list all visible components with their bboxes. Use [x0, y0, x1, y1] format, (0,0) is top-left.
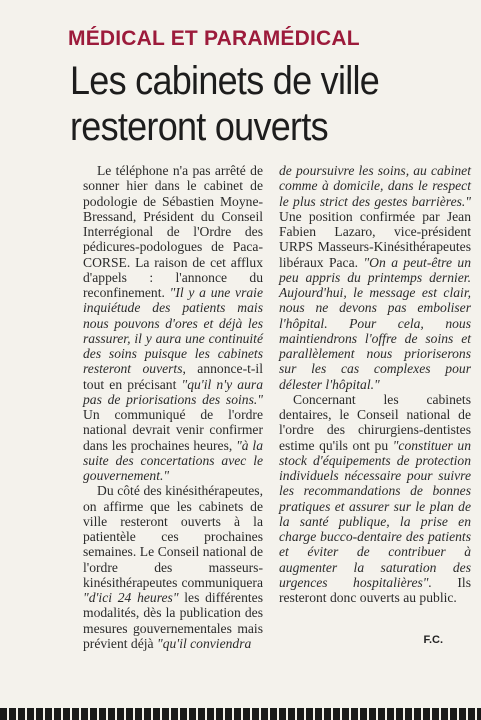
text-segment: Ils resteront donc ouverts au public. — [279, 574, 471, 605]
paragraph-dentistes — [279, 392, 471, 606]
quote-segment: "constituer un stock d'équipements de protection individuels nécessaire pour suivre les recommandations de bonnes pratiques et assurer sur le plan de la santé publique, la prise en charge bucco-dentaire des patients et éviter de contribuer à augmenter la saturation des urgences hospitalières". — [279, 437, 471, 590]
quote-segment: "qu'il n'y aura pas de priorisations des soins." — [83, 376, 263, 407]
text-segment: Concernant les cabinets dentaires, le Conseil national de l'ordre des chirurgiens-dentistes estime qu'ils ont pu — [279, 391, 471, 453]
quote-segment: "d'ici 24 heures" — [83, 590, 179, 605]
paragraph-kine-continued — [279, 163, 471, 392]
text-segment: les différentes modalités, dès la publication des mesures gouvernementales mais prévient déjà — [83, 590, 263, 651]
quote-segment: "à la suite des concertations avec le gouvernement." — [83, 437, 263, 483]
text-segment: Un communiqué de l'ordre national devrait venir confirmer dans les prochaines heures, — [83, 407, 263, 453]
headline-line-1: Les cabinets de ville — [70, 59, 380, 103]
article-column-right — [279, 163, 471, 605]
paragraph-kinesitherapeutes — [83, 483, 263, 651]
article-headline — [70, 58, 430, 150]
quote-segment: "qu'il conviendra — [156, 635, 252, 651]
text-segment: Du côté des kinésithérapeutes, on affirme que les cabinets de ville resteront ouverts à la patientèle ces prochaines semaines. Le Conseil national de l'ordre des masseurs-kinésithérapeutes communiquera — [83, 483, 263, 590]
author-signature: F.C. — [423, 634, 443, 646]
quote-segment: de poursuivre les soins, au cabinet comme à domicile, dans le respect le plus strict des gestes barrières." — [279, 163, 471, 209]
paragraph-podologues — [83, 163, 263, 483]
quote-segment: "Il y a une vraie inquiétude des patients mais nous pouvons d'ores et déjà les rassurer, il y aura une continuité des soins puisque les cabinets resteront ouverts — [83, 285, 263, 377]
headline-line-2: resteront ouverts — [70, 105, 328, 149]
article-column-left — [83, 163, 263, 651]
quote-segment: "On a peut-être un peu appris du printemps dernier. Aujourd'hui, le message est clair, nous ne devons pas emboliser l'hôpital. Pour cela, nous maintiendrons l'offre de soins et parallèlement nous prioriserons sur les cas complexes pour délester l'hôpital." — [279, 254, 471, 392]
torn-edge-strip — [0, 708, 481, 720]
text-segment: Une position confirmée par Jean Fabien Lazaro, vice-président URPS Masseurs-Kinésithérapeutes libéraux Paca. — [279, 208, 471, 270]
section-kicker: MÉDICAL ET PARAMÉDICAL — [68, 27, 360, 50]
text-segment: , annonce-t-il tout en précisant — [83, 361, 263, 392]
text-segment: Le téléphone n'a pas arrêté de sonner hier dans le cabinet de podologie de Sébastien Moyne-Bressand, Président du Conseil Interrégional de l'Ordre des pédicures-podologues de Paca-CORSE. La raison de cet afflux d'appels : l'annonce du reconfinement. — [83, 163, 263, 300]
